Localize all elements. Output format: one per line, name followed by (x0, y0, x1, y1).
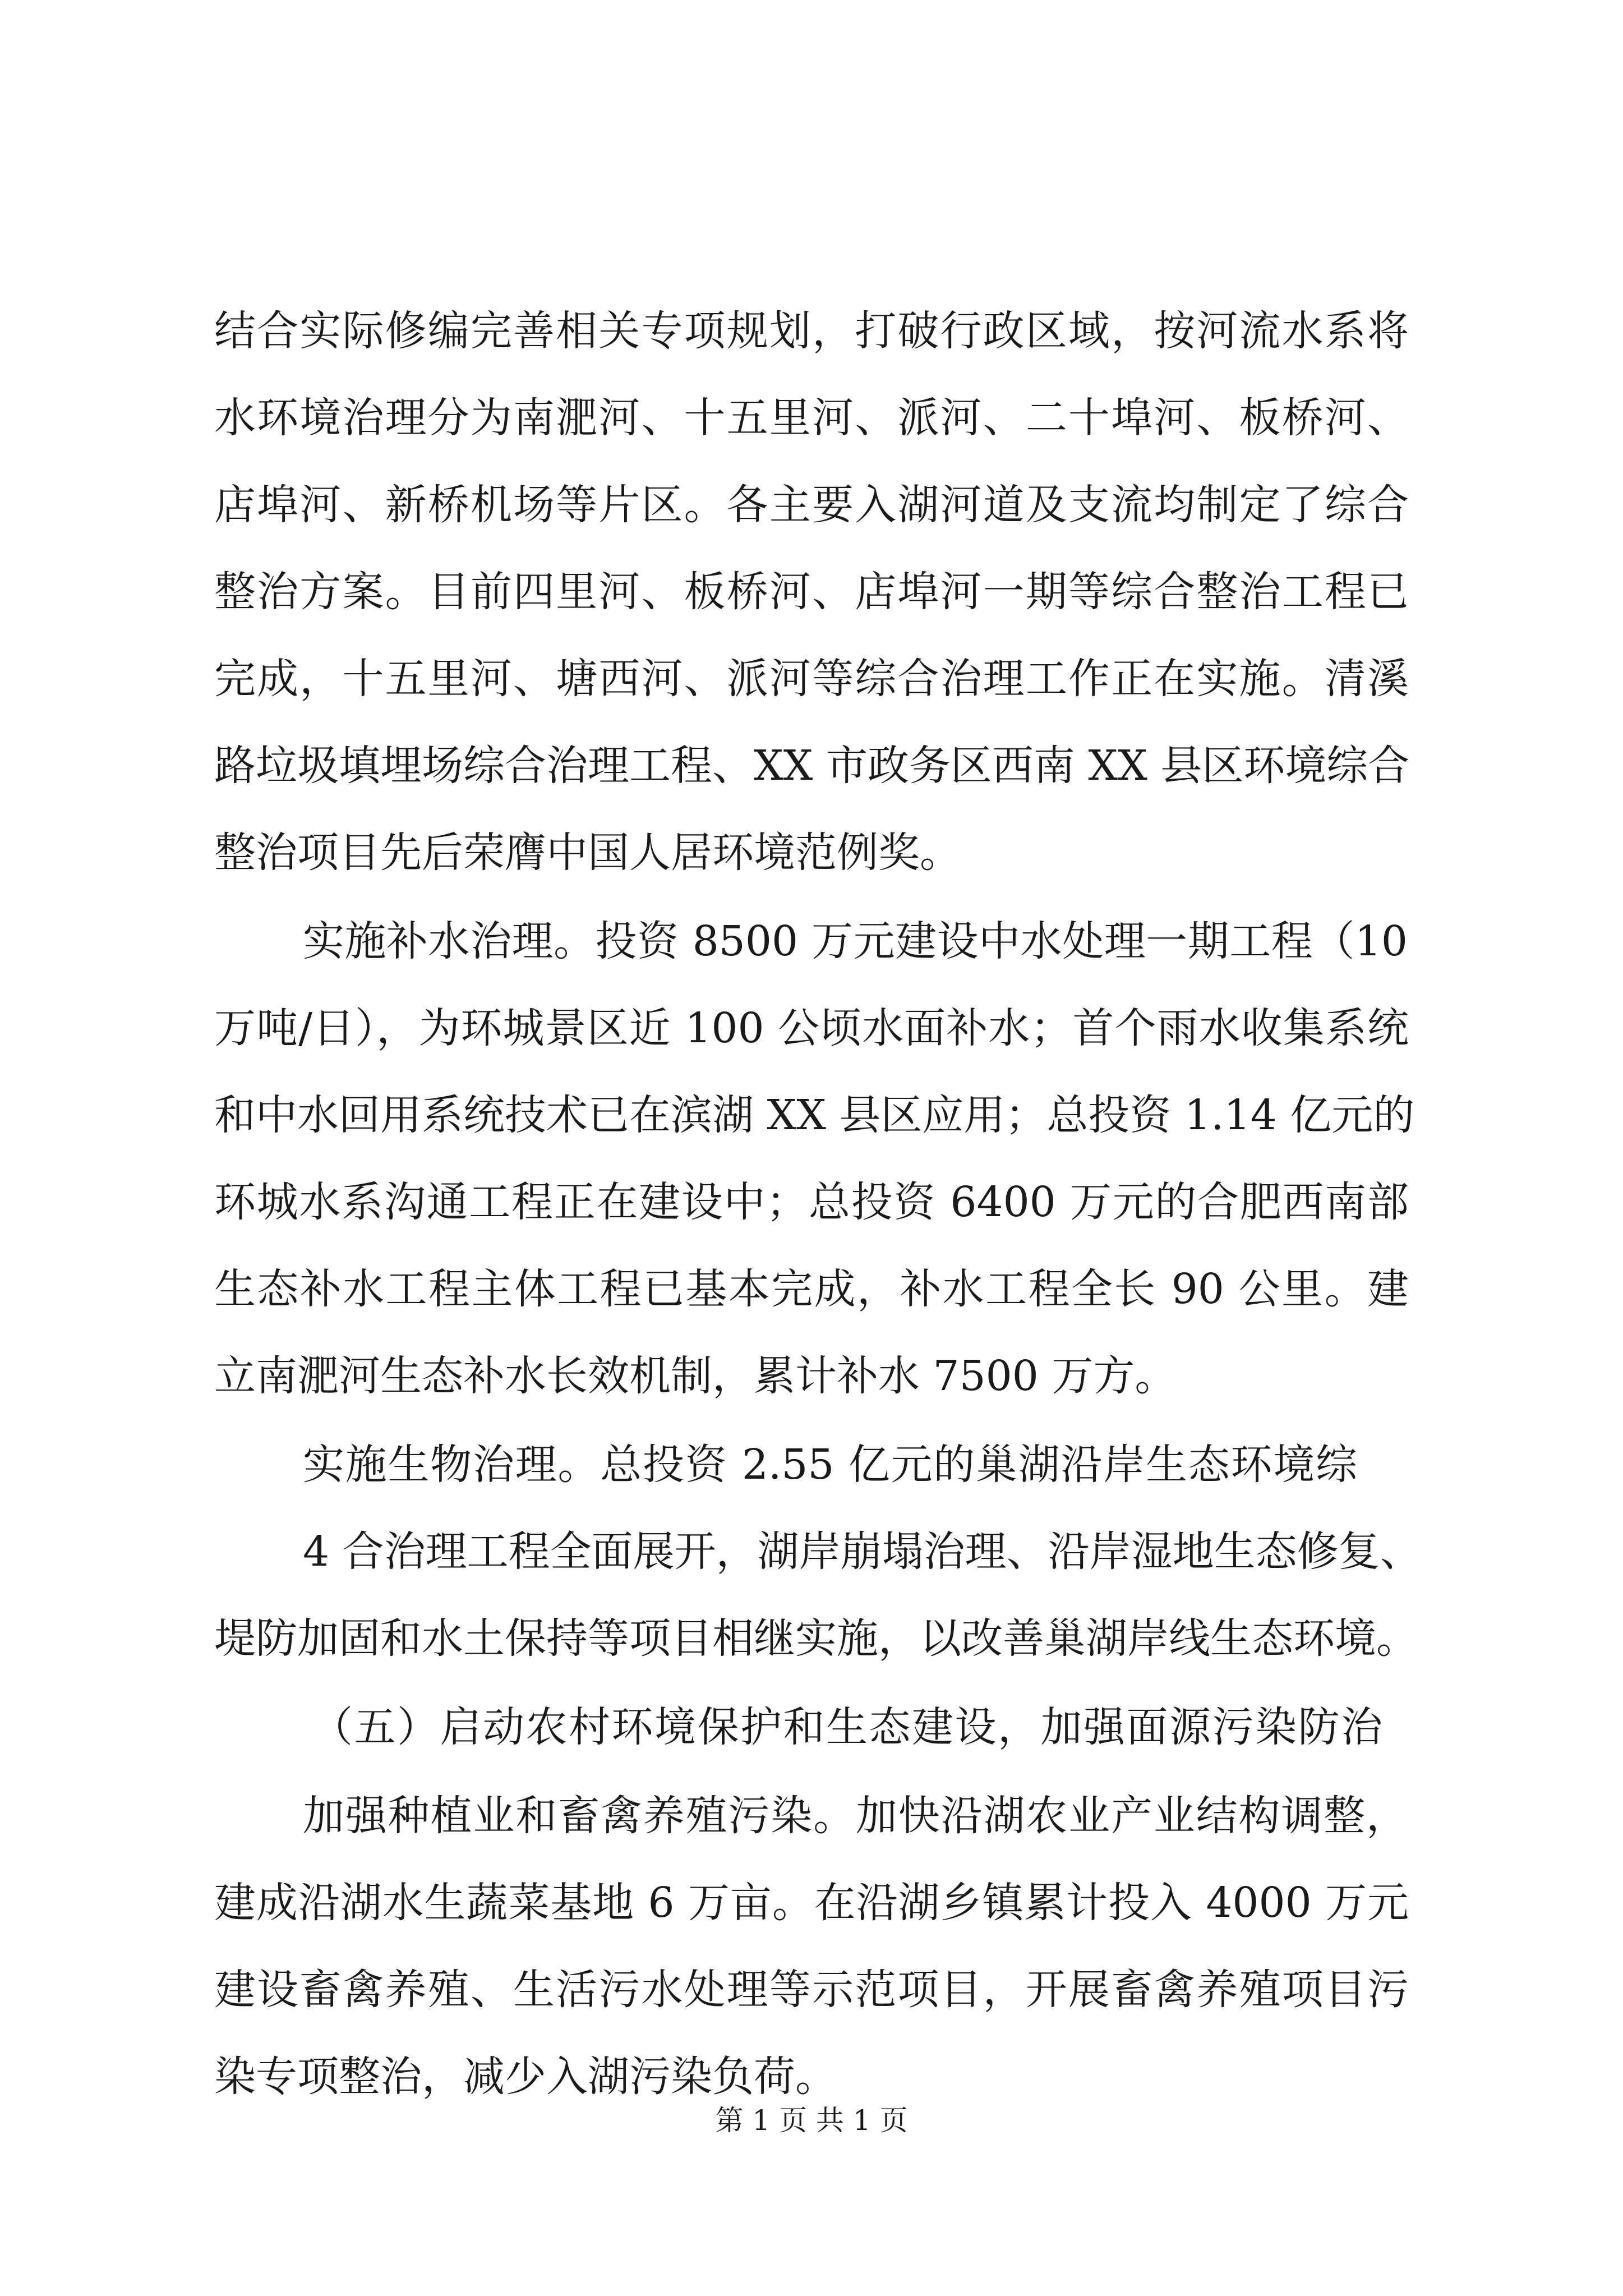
text-line-content: 建成沿湖水生蔬菜基地 6 万亩。在沿湖乡镇累计投入 4000 万元 (214, 1879, 1409, 1927)
text-line (0, 1163, 1623, 1241)
text-line (0, 902, 1623, 981)
text-line (0, 1864, 1623, 1942)
page-number: 第 1 页 共 1 页 (715, 2104, 908, 2137)
text-line-content: 堤防加固和水土保持等项目相继实施，以改善巢湖岸线生态环境。 (214, 1614, 1418, 1663)
text-line-content: 和中水回用系统技术已在滨湖 XX 县区应用；总投资 1.14 亿元的 (214, 1091, 1415, 1139)
text-line (0, 1950, 1623, 2029)
text-line (0, 1250, 1623, 1328)
section-heading-text: （五）启动农村环境保护和生态建设，加强面源污染防治 (311, 1703, 1382, 1751)
text-line-content: 路垃圾填埋场综合治理工程、XX 市政务区西南 XX 县区环境综合 (214, 742, 1410, 790)
text-line-content: 建设畜禽养殖、生活污水处理等示范项目，开展畜禽养殖项目污 (214, 1966, 1409, 2014)
text-line-content: 染专项整治，减少入湖污染负荷。 (214, 2053, 837, 2101)
text-line (0, 989, 1623, 1068)
text-line-content: 加强种植业和畜禽养殖污染。加快沿湖农业产业结构调整， (303, 1792, 1408, 1840)
text-line-content: 立南淝河生态补水长效机制，累计补水 7500 万方。 (214, 1352, 1177, 1400)
text-line-content: 4 合治理工程全面展开，湖岸崩塌治理、沿岸湿地生态修复、 (303, 1527, 1422, 1576)
text-line-content: 店埠河、新桥机场等片区。各主要入湖河道及支流均制定了综合 (214, 481, 1409, 529)
text-line-content: 实施补水治理。投资 8500 万元建设中水处理一期工程（10 (303, 917, 1408, 965)
text-line (0, 292, 1623, 370)
page-footer (0, 2101, 1623, 2140)
text-line (0, 466, 1623, 544)
text-line-content: 整治项目先后荣膺中国人居环境范例奖。 (214, 829, 961, 877)
text-line (0, 1425, 1623, 1504)
text-line-content: 环城水系沟通工程正在建设中；总投资 6400 万元的合肥西南部 (214, 1178, 1409, 1226)
text-line-content: 万吨/日），为环城景区近 100 公顷水面补水；首个雨水收集系统 (214, 1004, 1409, 1052)
text-line (0, 639, 1623, 718)
text-line (0, 553, 1623, 631)
text-line (0, 813, 1623, 892)
text-line-content: 水环境治理分为南淝河、十五里河、派河、二十埠河、板桥河、 (214, 394, 1409, 442)
section-heading (0, 1688, 1623, 1766)
text-line-content: 完成，十五里河、塘西河、派河等综合治理工作正在实施。清溪 (214, 655, 1409, 703)
text-line (0, 1337, 1623, 1415)
text-line (0, 1599, 1623, 1678)
text-line (0, 379, 1623, 457)
text-line-content: 实施生物治理。总投资 2.55 亿元的巢湖沿岸生态环境综 (303, 1441, 1357, 1489)
text-line (0, 1076, 1623, 1154)
text-line-content: 生态补水工程主体工程已基本完成，补水工程全长 90 公里。建 (214, 1265, 1409, 1313)
text-line (0, 726, 1623, 805)
text-line-content: 结合实际修编完善相关专项规划，打破行政区域，按河流水系将 (214, 307, 1409, 355)
text-line (0, 1777, 1623, 1855)
text-line (0, 1512, 1623, 1591)
text-line-content: 整治方案。目前四里河、板桥河、店埠河一期等综合整治工程已 (214, 568, 1409, 616)
